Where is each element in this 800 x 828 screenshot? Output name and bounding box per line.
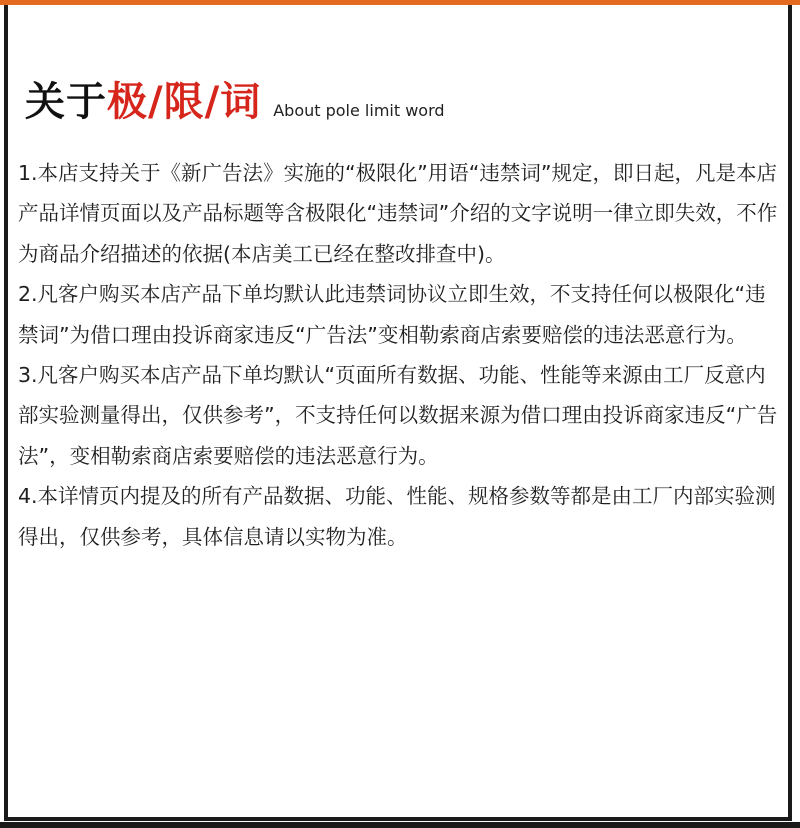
title-prefix: 关于 (25, 79, 107, 125)
notice-item-4: 4.本详情页内提及的所有产品数据、功能、性能、规格参数等都是由工厂内部实验测得出，仅供参考，具体信息请以实物为准。 (18, 484, 776, 549)
title-subtitle-en: About pole limit word (273, 101, 445, 120)
notice-item-1: 1.本店支持关于《新广告法》实施的“极限化”用语“违禁词”规定，即日起，凡是本店产品详情页面以及产品标题等含极限化“违禁词”介绍的文字说明一律立即失效，不作为商品介绍描述的依据(本店美工已经在整改排查中)。 (18, 161, 778, 266)
bottom-border (0, 822, 800, 828)
title-highlight: 极/限/词 (107, 79, 262, 125)
notice-item-3: 3.凡客户购买本店产品下单均默认“页面所有数据、功能、性能等来源由工厂反意内部实验测量得出，仅供参考”，不支持任何以数据来源为借口理由投诉商家违反“广告法”，变相勒索商店索要赔偿的违法恶意行为。 (18, 363, 778, 468)
page-title (25, 62, 445, 125)
notice-item-2: 2.凡客户购买本店产品下单均默认此违禁词协议立即生效，不支持任何以极限化“违禁词”为借口理由投诉商家违反“广告法”变相勒索商店索要赔偿的违法恶意行为。 (18, 282, 766, 347)
notice-body (18, 153, 778, 557)
